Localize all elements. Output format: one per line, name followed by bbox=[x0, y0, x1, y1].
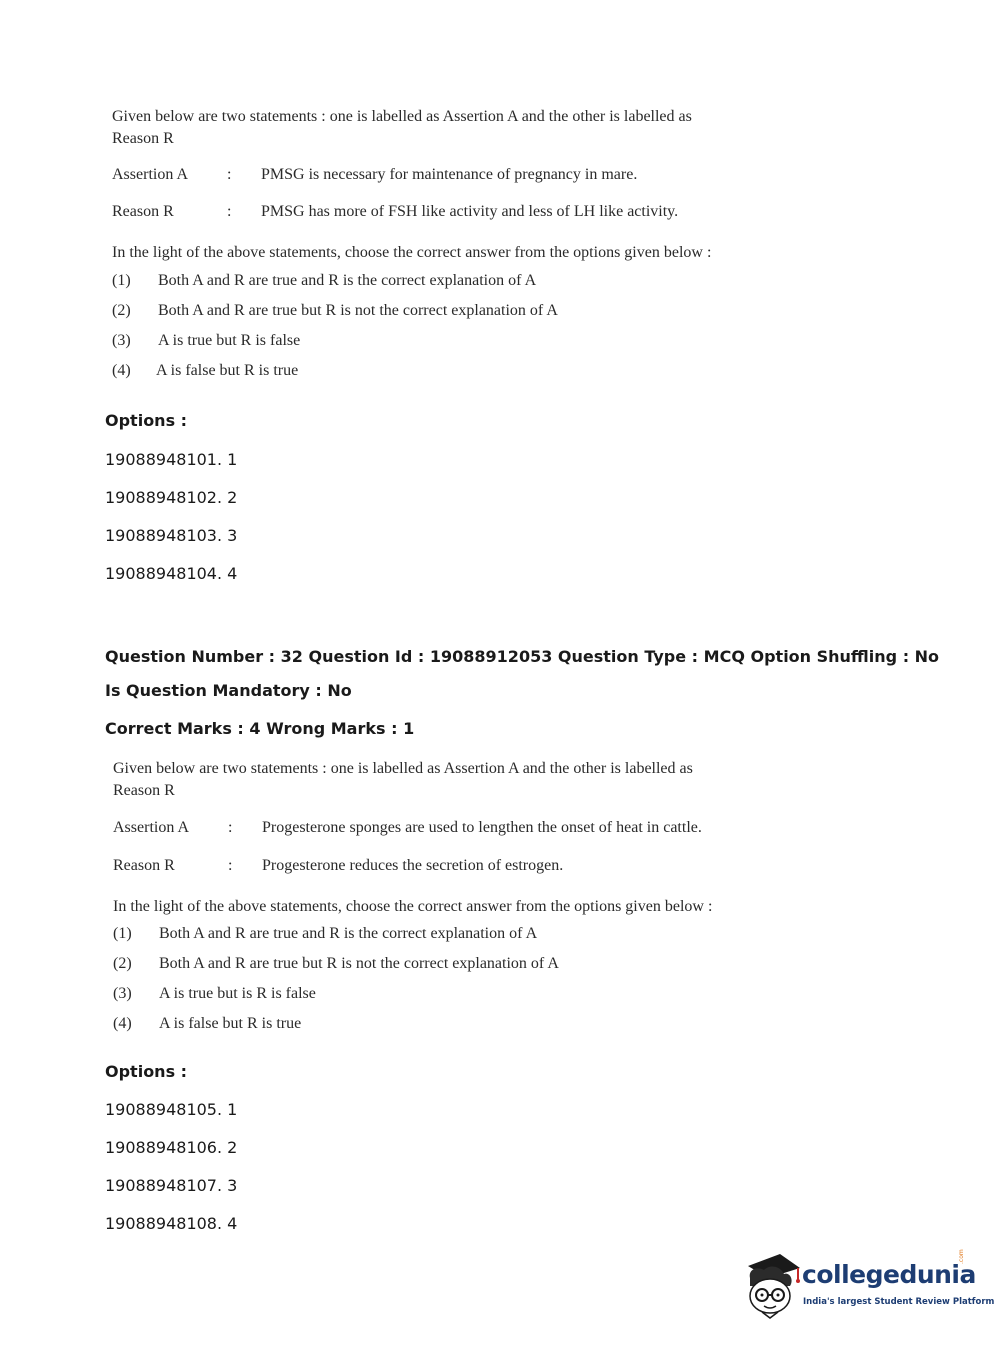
q1-assertion-label: Assertion A bbox=[112, 166, 188, 183]
q1-option-1: 19088948101. 1 bbox=[105, 450, 238, 469]
q1-instruction: In the light of the above statements, choose the correct answer from the options given below : bbox=[112, 244, 712, 261]
q2-intro-line2: Reason R bbox=[113, 782, 175, 799]
q1-choice-text: A is true but R is false bbox=[158, 332, 301, 349]
q1-choice bbox=[112, 302, 711, 324]
q1-intro-line2: Reason R bbox=[112, 130, 174, 147]
q1-choice-text: Both A and R are true but R is not the correct explanation of A bbox=[158, 302, 558, 319]
q1-option-4: 19088948104. 4 bbox=[105, 564, 238, 583]
q2-choice bbox=[113, 985, 712, 1007]
q2-choice bbox=[113, 925, 712, 947]
q1-option-3: 19088948103. 3 bbox=[105, 526, 238, 545]
q2-options-heading: Options : bbox=[105, 1062, 188, 1081]
q2-choice-num: (1) bbox=[113, 925, 132, 942]
q2-reason-text: Progesterone reduces the secretion of estrogen. bbox=[262, 857, 564, 874]
q1-assertion-row bbox=[112, 166, 711, 188]
logo-com-suffix: .com bbox=[958, 1249, 965, 1264]
q2-assertion-text: Progesterone sponges are used to lengthen the onset of heat in cattle. bbox=[262, 819, 702, 836]
q1-choice-num: (2) bbox=[112, 302, 131, 319]
q2-choice-text: Both A and R are true and R is the correct explanation of A bbox=[159, 925, 538, 942]
q2-scan-block bbox=[113, 758, 712, 1037]
q2-option-1: 19088948105. 1 bbox=[105, 1100, 238, 1119]
q1-choice-text: Both A and R are true and R is the correct explanation of A bbox=[158, 272, 537, 289]
q1-choice-num: (1) bbox=[112, 272, 131, 289]
q2-choice-num: (2) bbox=[113, 955, 132, 972]
q2-choice-text: A is true but is R is false bbox=[159, 985, 316, 1002]
q2-instruction: In the light of the above statements, choose the correct answer from the options given below : bbox=[113, 898, 713, 915]
q2-assertion-row bbox=[113, 819, 712, 841]
q1-choice bbox=[112, 272, 711, 294]
q1-choice-num: (4) bbox=[112, 362, 131, 379]
q2-choice-text: Both A and R are true but R is not the correct explanation of A bbox=[159, 955, 559, 972]
q2-choice-num: (4) bbox=[113, 1015, 132, 1032]
q2-reason-label: Reason R bbox=[113, 857, 175, 874]
q2-reason-row bbox=[113, 857, 712, 879]
q1-scan-block bbox=[112, 106, 711, 384]
q1-reason-label: Reason R bbox=[112, 203, 174, 220]
logo-tagline: India's largest Student Review Platform bbox=[803, 1297, 995, 1307]
q1-intro-line1: Given below are two statements : one is labelled as Assertion A and the other is labelled as bbox=[112, 108, 692, 125]
q2-option-4: 19088948108. 4 bbox=[105, 1214, 238, 1233]
q2-option-2: 19088948106. 2 bbox=[105, 1138, 238, 1157]
q2-option-3: 19088948107. 3 bbox=[105, 1176, 238, 1195]
collegedunia-logo[interactable] bbox=[742, 1249, 995, 1320]
q1-assertion-text: PMSG is necessary for maintenance of pregnancy in mare. bbox=[261, 166, 638, 183]
q1-choice bbox=[112, 332, 711, 354]
q2-meta-line3: Correct Marks : 4 Wrong Marks : 1 bbox=[105, 719, 415, 738]
q2-assertion-colon: : bbox=[228, 819, 233, 836]
q2-choice bbox=[113, 1015, 712, 1037]
q2-choice bbox=[113, 955, 712, 977]
q1-reason-row bbox=[112, 203, 711, 225]
q2-intro-line1: Given below are two statements : one is labelled as Assertion A and the other is labelled as bbox=[113, 760, 693, 777]
q2-meta-line2: Is Question Mandatory : No bbox=[105, 681, 352, 700]
q1-options-heading: Options : bbox=[105, 411, 188, 430]
logo-brand-text: collegedunia bbox=[802, 1260, 976, 1289]
q1-assertion-colon: : bbox=[227, 166, 232, 183]
q1-reason-text: PMSG has more of FSH like activity and less of LH like activity. bbox=[261, 203, 679, 220]
q1-option-2: 19088948102. 2 bbox=[105, 488, 238, 507]
q2-assertion-label: Assertion A bbox=[113, 819, 189, 836]
q2-choice-num: (3) bbox=[113, 985, 132, 1002]
q1-choice-num: (3) bbox=[112, 332, 131, 349]
q1-choice bbox=[112, 362, 711, 384]
q1-reason-colon: : bbox=[227, 203, 232, 220]
q2-choice-text: A is false but R is true bbox=[159, 1015, 302, 1032]
q2-meta-line1: Question Number : 32 Question Id : 19088912053 Question Type : MCQ Option Shuffling : No bbox=[105, 647, 940, 666]
q2-reason-colon: : bbox=[228, 857, 233, 874]
mascot-icon bbox=[742, 1250, 804, 1320]
q1-choice-text: A is false but R is true bbox=[156, 362, 299, 379]
